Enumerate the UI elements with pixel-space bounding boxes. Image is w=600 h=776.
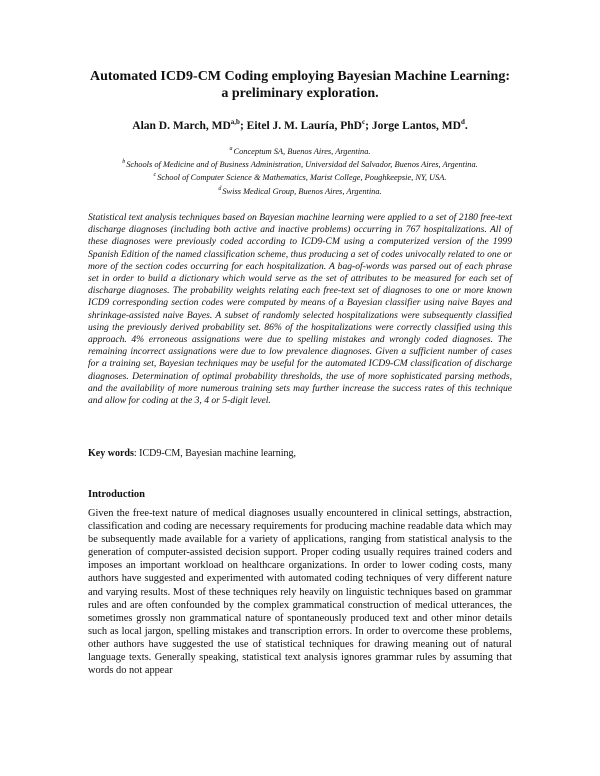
author-name: Jorge Lantos, MD [371,119,461,132]
section-heading: Introduction [88,489,145,500]
author-separator: . [464,119,468,132]
author-affiliation-marker: c [361,118,366,126]
keywords-text: : ICD9-CM, Bayesian machine learning, [133,448,297,459]
affiliation-marker: c [153,172,157,179]
title-line-1: Automated ICD9-CM Coding employing Bayesian Machine Learning: [89,69,510,84]
author-affiliation-marker: a,b [230,118,240,126]
affiliation-marker: a [229,146,233,152]
title-line-2: a preliminary exploration. [221,86,379,101]
author-separator: ; [365,119,372,132]
paper-title [0,68,600,102]
affiliation-line [0,170,600,183]
affiliation-text: Schools of Medicine and of Business Administration, Universidad del Salvador, Buenos Aires, Argentina. [126,160,478,169]
affiliation-line [0,157,600,170]
author-affiliation-marker: d [460,118,465,126]
affiliations [0,144,600,197]
affiliation-text: Conceptum SA, Buenos Aires, Argentina. [233,146,371,156]
introduction-body: Given the free-text nature of medical diagnoses usually encountered in clinical settings, abstraction, classification and coding are necessary requirements for producing machine readable data which may be subsequently made available for a variety of applications, ranging from statistical analysis to the generation of computer-assisted decision support. Proper coding usually requires trained coders and imposes an important workload on healthcare organizations. In order to lower coding costs, many authors have suggested and experimented with automated coding techniques of very different nature and varying results. Most of these techniques rely heavily on linguistic techniques based on grammar rules and are often confounded by the complex grammatical construction of medical utterances, the sometimes grossly non grammatical nature of spontaneously produced text and other minor details such as local jargon, spelling mistakes and transcription errors. In order to overcome these problems, other authors have suggested the use of statistical techniques for drawing meaning out of natural language texts. Generally speaking, statistical text analysis ignores grammar rules by assuming that words do not appear [88,508,512,677]
keywords [88,447,512,460]
affiliation-line [0,144,600,157]
affiliation-text: School of Computer Science & Mathematics, Marist College, Poughkeepsie, NY, USA. [157,173,447,183]
affiliation-marker: d [218,185,222,192]
keywords-label: Key words [88,448,134,459]
author-name: Alan D. March, MD [132,119,231,132]
affiliation-line [0,184,600,197]
affiliation-marker: b [122,159,126,166]
author-separator: ; [239,119,247,132]
author-name: Eitel J. M. Lauría, PhD [246,119,362,132]
abstract: Statistical text analysis techniques based on Bayesian machine learning were applied to a set of 2180 free-text discharge diagnoses (including both active and inactive problems) occurring in 767 hospitalizations. All of these diagnoses were previously coded according to ICD9-CM using a computerized version of the 1999 Spanish Edition of the named classification scheme, thus producing a set of codes univocally related to one or more of the section codes occurring for each hospitalization. A bag-of-words was parsed out of each phrase set in order to build a dictionary which would serve as the set of attributes to be measured for each set of discharge diagnoses. The probability weights relating each free-text set of diagnoses to one or more known ICD9 corresponding section codes were computed by means of a Bayesian classifier using naive Bayes and shrinkage-assisted naive Bayes. A subset of randomly selected hospitalizations were subsequently classified using the previously derived probability set. 86% of the hospitalizations were correctly classified using this approach. 4% erroneous assignations were due to spelling mistakes and wrongly coded diagnoses. The remaining incorrect assignations were due to low prevalence diagnoses. Given a sufficient number of cases for a training set, Bayesian techniques may be useful for the automated ICD9-CM classification of discharge diagnoses. Determination of optimal probability thresholds, the use of more sophisticated parsing methods, and the availability of more numerous training sets may further increase the success rates of this technique and allow for coding at the 3, 4 or 5-digit level. [88,212,512,407]
affiliation-text: Swiss Medical Group, Buenos Aires, Argentina. [222,186,382,196]
author-list [0,115,600,133]
